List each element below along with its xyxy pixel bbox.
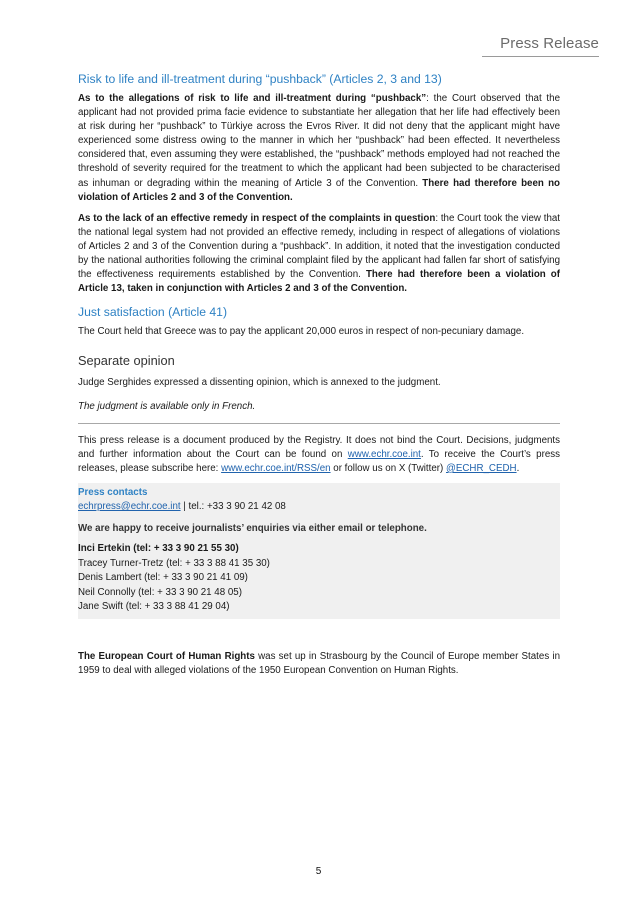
paragraph-lead: As to the lack of an effective remedy in respect of the complaints in question — [78, 212, 436, 224]
press-contacts-box — [78, 483, 560, 619]
enquiries-note: We are happy to receive journalists’ enquiries via either email or telephone. — [78, 523, 427, 535]
judgment-availability-note: The judgment is available only in French. — [78, 400, 256, 412]
contact-person: Tracey Turner-Tretz (tel: + 33 3 88 41 35 30) — [78, 557, 270, 569]
section-heading-separate-opinion: Separate opinion — [78, 353, 175, 369]
registry-text: This press release is a document produced by the Registry. It does not bind the Court. Decisions, judgments and further information about the Court can be found on — [78, 434, 560, 460]
paragraph-body: : the Court took the view that the national legal system had not provided an effective remedy, including in respect of allegations of violations of Articles 2 and 3 of the Convention during a “pushback”. In addition, it noted that the investigation conducted by the national authorities following the criminal complaint filed by the applicant had fallen far short of satisfying the effectiveness requirements established by the Convention. — [78, 212, 560, 281]
press-telephone: | tel.: +33 3 90 21 42 08 — [180, 500, 286, 512]
paragraph-separate-opinion: Judge Serghides expressed a dissenting opinion, which is annexed to the judgment. — [78, 377, 441, 389]
section-divider — [78, 423, 560, 424]
paragraph-conclusion: There had therefore been a violation of Article 13, taken in conjunction with Articles 2 and 3 of the Convention. — [78, 269, 561, 295]
paragraph-risk-allegations — [78, 92, 560, 205]
paragraph-body: : the Court observed that the applicant had not provided prima facie evidence to substantiate her allegation that her life had effectively been at risk during her “pushback” to Türkiye across the Evros River. It did not deny that the applicant might have experienced some distress owing to the manner in which her “pushback” had been effected. It nevertheless considered that, even assuming they were established, the “pushback” methods employed had not reached the threshold of severity required for the treatment to which the applicant had been subjected to be characterised as inhuman or degrading within the meaning of Article 3 of the Convention. — [78, 93, 560, 189]
echr-website-link[interactable]: www.echr.coe.int — [347, 448, 421, 460]
contact-people-list — [78, 542, 557, 615]
section-heading-satisfaction: Just satisfaction (Article 41) — [78, 305, 228, 320]
contact-person: Denis Lambert (tel: + 33 3 90 21 41 09) — [78, 572, 248, 584]
contact-person: Inci Ertekin (tel: + 33 3 90 21 55 30) — [78, 543, 239, 555]
registry-text: . To receive the Court’s press releases, please subscribe here: — [78, 448, 560, 474]
press-contacts-title: Press contacts — [78, 486, 148, 498]
contact-person: Jane Swift (tel: + 33 3 88 41 29 04) — [78, 601, 230, 613]
rss-link[interactable]: www.echr.coe.int/RSS/en — [221, 462, 331, 474]
court-description-text: was set up in Strasbourg by the Council of Europe member States in 1959 to deal with alleged violations of the 1950 European Convention on Human Rights. — [78, 651, 560, 677]
main-content — [78, 72, 560, 685]
twitter-link[interactable]: @ECHR_CEDH — [445, 462, 517, 474]
press-contact-line — [78, 500, 557, 514]
contact-person: Neil Connolly (tel: + 33 3 90 21 48 05) — [78, 586, 242, 598]
court-name: The European Court of Human Rights — [78, 651, 255, 663]
registry-text: . — [516, 462, 520, 474]
registry-notice — [78, 434, 560, 476]
paragraph-effective-remedy — [78, 212, 560, 297]
header-rule — [482, 56, 599, 57]
registry-text: or follow us on X (Twitter) — [330, 462, 446, 474]
court-description — [78, 650, 560, 678]
paragraph-lead: As to the allegations of risk to life and ill-treatment during “pushback” — [78, 93, 427, 104]
press-email-link[interactable]: echrpress@echr.coe.int — [78, 500, 181, 512]
header-title: Press Release — [500, 35, 599, 52]
paragraph-satisfaction: The Court held that Greece was to pay the applicant 20,000 euros in respect of non-pecuniary damage. — [78, 326, 525, 338]
page-number: 5 — [315, 866, 322, 877]
section-heading-risk: Risk to life and ill-treatment during “pushback” (Articles 2, 3 and 13) — [78, 72, 442, 86]
paragraph-conclusion: There had therefore been no violation of Articles 2 and 3 of the Convention. — [78, 177, 560, 203]
